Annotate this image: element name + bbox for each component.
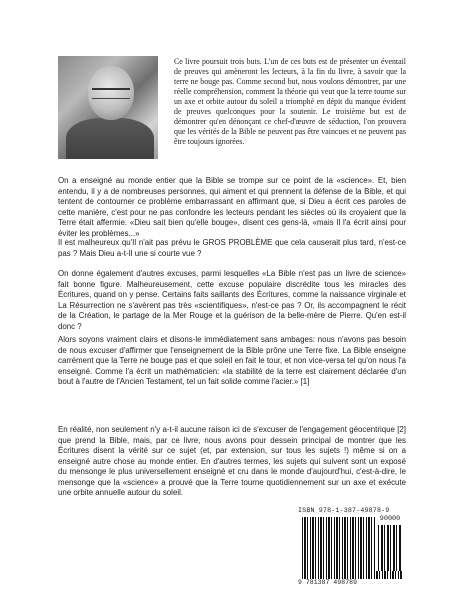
isbn-label: ISBN 978-1-387-49878-9 <box>298 507 390 514</box>
body-paragraph-4: Alors soyons vraiment clairs et disons-le immédiatement sans ambages: nous n'avons pas besoin de nous excuser d'affirmer que l'enseignement de la Bible prône une Terre fixe. La Bible enseigne carrément que la Terre ne bouge pas et que soleil en fait le tour, et non vice-versa tel qu'on nous l'a enseigné. Comme l'a écrit un mathématicien: «la stabilité de la terre est clairement déclarée d'un bout à l'autre de l'Ancien Testament, tel un fait solide comme l'acier.» [1] <box>58 335 406 386</box>
author-photo-glasses <box>92 88 130 99</box>
body-paragraph-5: En réalité, non seulement n'y a-t-il aucune raison ici de s'excuser de l'engagement géocentrique [2] que prend la Bible, mais, par ce livre, nous avons pour dessein principal de montrer que les Écritures disent la vérité sur ce sujet (et, par extension, sur tous les sujets !) même si on a enseigné autre chose au monde entier. En d'autres termes, les sujets qui suivent sont un exposé du mensonge le plus universellement enseigné et cru dans le monde d'aujourd'hui, c'est-à-dire, le mensonge que la «science» a prouvé que la Terre tourne quotidiennement sur un axe et exécute une orbite annuelle autour du soleil. <box>58 425 406 497</box>
intro-text: Ce livre poursuit trois buts. L'un de ces buts est de présenter un éventail de preuves qui amèneront les lecteurs, à la fin du livre, à savoir que la terre ne bouge pas. Comme second but, nous voulons démontrer, par une réelle compréhension, comment la théorie qui veut que la terre tourne sur un axe et orbite autour du soleil a triomphé en dépit du manque évident de preuves quelconques pour la soutenir. Le troisième but est de démontrer qu'en dénonçant ce chef-d'œuvre de séduction, l'on prouvera que les vérités de la Bible ne peuvent pas être vaincues et ne peuvent pas être toujours ignorées. <box>174 57 406 146</box>
body-paragraph-3: On donne également d'autres excuses, parmi lesquelles «La Bible n'est pas un livre de science» fait bonne figure. Malheureusement, cette excuse populaire discrédite tous les miracles des Écritures, quand on y pense. Certains faits saillants des Écritures, comme la naissance virginale et La Résurrection ne s'avèrent pas très «scientifiques», n'est-ce pas ? Or, ils accompagnent le récit de la Création, le partage de la Mer Rouge et la guérison de la belle-mère de Pierre. Qu'en est-il donc ? <box>58 269 406 331</box>
body-paragraph-2: Il est malheureux qu'Il n'ait pas prévu le GROS PROBLÈME que cela causerait plus tard, n'est-ce pas ? Mais Dieu a-t-Il une si courte vue ? <box>58 238 406 258</box>
barcode-digits: 9 781387 498789 <box>298 579 406 586</box>
price-addon-bars <box>378 525 402 571</box>
body-paragraph-1: On a enseigné au monde entier que la Bible se trompe sur ce point de la «science». Et, bien entendu, il y a de nombreuses personnes, qui aiment et qui prennent la défense de la Bible, et qui tentent de contourner ce problème embarrassant en affirmant que, si Dieu a écrit ces paroles de cette manière, c'est pour ne pas confondre les lecteurs pendant les siècles où ils croyaient que la Terre était affermie. «Dieu sait bien qu'elle bouge», disent ces gens-là, «mais Il l'a écrit ainsi pour éviter les problèmes...» <box>58 176 406 238</box>
price-code: 90000 <box>379 515 401 523</box>
author-photo-shoulders <box>66 118 154 159</box>
author-photo <box>58 56 158 159</box>
isbn-barcode <box>298 507 406 589</box>
price-addon <box>376 515 404 571</box>
